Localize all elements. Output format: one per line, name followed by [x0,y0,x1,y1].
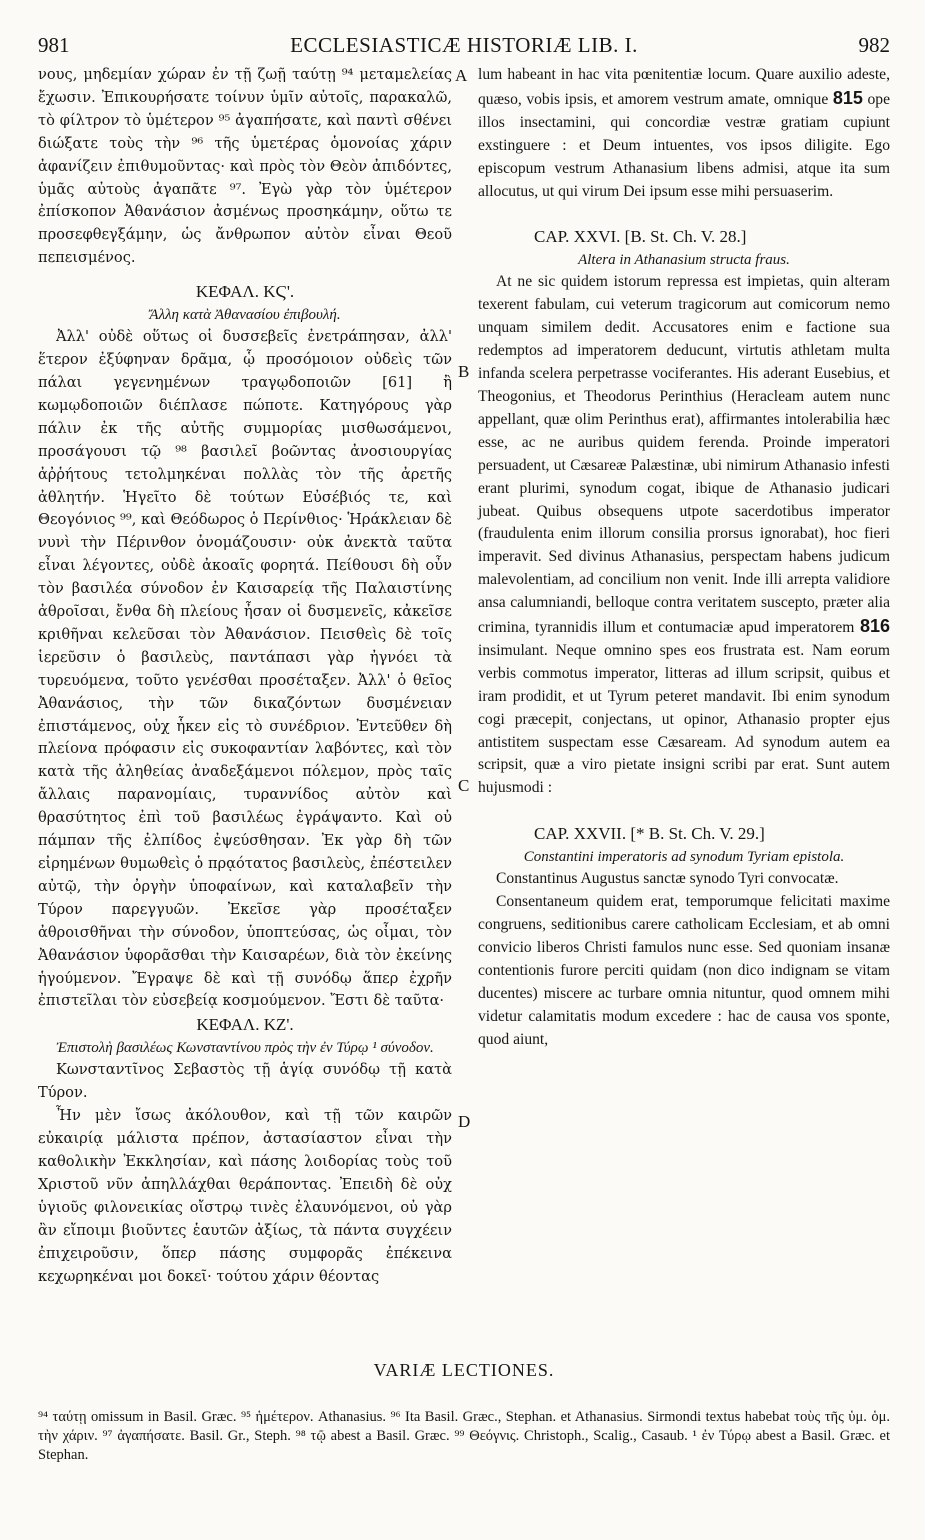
greek-chapter-26-title: ΚΕΦΑΛ. ΚϚ'. [195,282,295,302]
greek-chapter-26-subtitle: Ἄλλη κατὰ Ἀθανασίου ἐπιβουλή. [149,307,341,324]
latin-chapter-26-title: CAP. XXVI. [B. St. Ch. V. 28.] [534,227,747,247]
greek-paragraph-1: νους, μηδεμίαν χώραν ἐν τῇ ζωῇ ταύτῃ ⁹⁴ μεταμελείας ἔχωσιν. Ἐπικουρήσατε τοίνυν ὑμῖν αὐτοῖς, παρακαλῶ, τὸ φίλτρον τὸ ὑμέτερον ⁹⁵ ἀγαπήσατε, καὶ παντὶ σθένει διώξατε τοὺς τὴν ⁹⁶ τῆς ὑμετέρας ὁμονοίας χάριν ἀφανίζειν ἐπιθυμοῦντας· καὶ πρὸς τὸν Θεὸν ἀπιδόντες, ὑμᾶς αὐτοὺς ἀγαπᾶτε ⁹⁷. Ἐγὼ γὰρ τὸν ὑμέτερον ἐπίσκοπον Ἀθανάσιον ἀσμένως προσηκάμην, οὕτω τε προσεφθεγξάμην, ὡς ἄνθρωπον αὐτὸν εἶναι Θεοῦ πεπεισμένος. [38,66,452,267]
margin-letter-d: D [458,1112,471,1131]
latin-paragraph-2-part-a: At ne sic quidem istorum repressa est impietas, quin alteram texerent fabulam, cui veterum tragicorum aut comicorum nemo unquam similem dedit. Accusatores enim e factione sua redemptos ad imperatorem deducunt, virtutis athletam multa infanda scelera perpetrasse vociferantes. His aderant Eusebius, et Theogonius, et Theodorus Perinthius (Heracleam autem nunc appellant, quæ olim Perinthus erat), affirmantes intolerabilia hæc esse, ac ne auribus quidem ferenda. Proinde imperatori persuadent, ut Cæsareæ Palæstinæ, ubi nimirum Athanasio infesti erant plurimi, synodum cogat, ibique de Athanasio judicari jubeat. Quibus obsequens utpote sacerdotibus imperator (fraudulenta enim illorum consilia prorsus ignorabat), hoc fieri imperavit. Sed divinus Athanasius, perspectam habens judicum malevolentiam, ad concilium non venit. Inde illi arrepta validiore ansa calumniandi, belloque contra veritatem suscepto, præter alia crimina, tyrannidis illum et contumaciæ apud imperatorem [478,273,890,637]
variae-lectiones-notes: ⁹⁴ ταύτῃ omissum in Basil. Græc. ⁹⁵ ἡμέτερον. Athanasius. ⁹⁶ Ita Basil. Græc., Stephan. et Athanasius. Sirmondi textus habebat τοὺς τῆς ὑμ. ὁμ. τὴν χάριν. ⁹⁷ ἀγαπήσατε. Basil. Gr., Steph. ⁹⁸ τῷ abest a Basil. Græc. ⁹⁹ Θεόγνις. Christoph., Scalig., Casaub. ¹ ἐν Τύρῳ abest a Basil. Græc. et Stephan. [38,1409,890,1463]
latin-address-line: Constantinus Augustus sanctæ synodo Tyri convocatæ. [496,870,839,888]
running-title: ECCLESIASTICÆ HISTORIÆ LIB. I. [290,33,638,57]
page-number-right: 982 [858,33,890,57]
greek-paragraph-4: Ἦν μὲν ἴσως ἀκόλουθον, καὶ τῇ τῶν καιρῶν εὐκαιρίᾳ μάλιστα πρέπον, ἀστασίαστον εἶναι τὴν καθολικὴν Ἐκκλησίαν, καὶ πάσης λοιδορίας τοὺς τοῦ Χριστοῦ νῦν ἀπηλλάχθαι θεράποντας. Ἐπειδὴ δὲ οὐχ ὑγιοῦς φιλονεικίας οἴστρῳ τινὲς ἐλαυνόμενοι, οὐ γὰρ ἂν εἴποιμι βιοῦντες ἑαυτῶν ἀξίως, τὰ πάντα συγχέειν ἐπιχειροῦσιν, ὅπερ πάσης συμφορᾶς ἐπέκεινα κεχωρηκέναι μοι δοκεῖ· τούτου χάριν θέοντας [38,1107,452,1285]
margin-letter-a: A [455,66,468,85]
latin-column [478,64,890,1052]
greek-address-line: Κωνσταντῖνος Σεβαστὸς τῇ ἁγίᾳ συνόδῳ τῇ κατὰ Τύρον. [38,1061,452,1102]
latin-chapter-27-subtitle: Constantini imperatoris ad synodum Tyriam epistola. [523,849,845,866]
column-number-816: 816 [859,616,890,637]
column-number-815: 815 [832,87,863,108]
running-header [38,28,890,62]
latin-paragraph-1-part-b: ope illos insectamini, qui concordiæ vestræ gratiam cupiunt exstinguere : et Deum intuentes, vos ipsos diligite. Ego episcopum vestrum Athanasium libens admisi, atque ita sum allocutus, ut qui virum Dei ipsum esse mihi persuaserim. [478,90,890,200]
latin-paragraph-2-part-b: insimulant. Neque omnino spes eos frustrata est. Nam eorum verbis commotus imperator, litteras ad illum scripsit, quibus et iram prodidit, et ut Tyrum peteret mandavit. Ibi enim synodum cogi præcepit, conjectans, ut opinor, Athanasio propter ejus antistitem suspectam esse Cæsaream. Ad synodum autem ea scripsit, quæ a viro pietate insigni scribi par erat. Sunt autem hujusmodi : [478,641,890,797]
latin-chapter-27-title: CAP. XXVII. [* B. St. Ch. V. 29.] [534,824,765,844]
latin-paragraph-4: Consentaneum quidem erat, temporumque felicitati maxime congruens, seditionibus carere catholicam Ecclesiam, et ab omni convicio liberos Christi famulos nunc esse. Sed quoniam insanæ contentionis furore perciti quidam (non dico indignam se vitam ducentes) miscere ac turbare omnia nituntur, quod omnem mihi videtur calamitatis modum excedere : hac de causa vos sponte, quod aiunt, [478,893,890,1048]
margin-letter-b: B [458,362,470,381]
latin-chapter-26-subtitle: Altera in Athanasium structa fraus. [578,252,790,269]
greek-column [38,64,452,1288]
greek-paragraph-2: Ἀλλ' οὐδὲ οὕτως οἱ δυσσεβεῖς ἐνετράπησαν, ἀλλ' ἕτερον ἐξύφηναν δρᾶμα, ᾧ προσόμοιον οὐδεὶς τῶν πάλαι γεγενημένων τραγῳδοποιῶν [61] ἢ κωμῳδοποιῶν διέπλασε πώποτε. Κατηγόρους γὰρ πάλιν ἐκ τῆς αὐτῆς συμμορίας μισθωσάμενοι, προσάγουσι τῷ ⁹⁸ βασιλεῖ βοῶντας ἀνοσιουργίας ἀῤῥήτους τετολμηκέναι πολλὰς τὸν τῆς ἀρετῆς ἀθλητήν. Ἡγεῖτο δὲ τούτων Εὐσέβιός τε, καὶ Θεογόνιος ⁹⁹, καὶ Θεόδωρος ὁ Περίνθιος· Ἡράκλειαν δὲ νυνὶ τὴν Πέρινθον ὀνομάζουσιν· οὐκ ἀνεκτὰ ταῦτα εἶναι λέγοντες, οὐδὲ ἀκοαῖς φορητά. Πείθουσι δὴ οὖν τὸν βασιλέα σύνοδον ἐν Καισαρείᾳ τῆς Παλαιστίνης ἀθροῖσαι, ἔνθα δὴ πλείους ἦσαν οἱ δυσμενεῖς, κἀκεῖσε κριθῆναι κελεῦσαι τὸν Ἀθανάσιον. Πεισθεὶς δὲ τοῖς ἱερεῦσιν ὁ βασιλεὺς, παντάπασι γὰρ ἠγνόει τὰ τυρευόμενα, τοῦτο γενέσθαι προσέταξεν. Ἀλλ' ὁ θεῖος Ἀθανάσιος, τὴν τῶν δικαζόντων δυσμένειαν ἐπιστάμενος, οὐχ ἧκεν εἰς τὸ συνέδριον. Ἐντεῦθεν δὴ πλείονα πρόφασιν εἰς συκοφαντίαν λαβόντες, καὶ τὸν κατὰ τῆς ἀληθείας ἀναδεξάμενοι πόλεμον, πρὸς ταῖς ἄλλαις παρανομίαις, τυραννίδος αὐτὸν καὶ θρασύτητος ἐπὶ τοῦ βασιλέως ἐγράψαντο. Καὶ οὐ πάμπαν τῆς ἐλπίδος ἐψεύσθησαν. Ἐκ γὰρ δὴ τῶν εἰρημένων θυμωθεὶς ὁ πρᾳότατος βασιλεὺς, ἐπέστειλεν αὐτῷ, τὴν ὀργὴν ὑποφαίνων, καὶ καταλαβεῖν τὴν Τύρον παρεγγυῶν. Ἐκεῖσε γὰρ προσέταξεν ἀθροισθῆναι τὴν σύνοδον, ὑποπτεύσας, ὡς οἶμαι, τὸν Ἀθανάσιον ὑφορᾶσθαι τὴν Καισαρέων, διὰ τὸν ἐκείνης ἡγούμενον. Ἔγραψε δὲ καὶ τῇ συνόδῳ ἅπερ ἐχρῆν ἐπιστεῖλαι τὸν εὐσεβείᾳ κοσμούμενον. Ἔστι δὲ ταῦτα· [38,328,452,1010]
latin-paragraph-1-part-a: lum habeant in hac vita pœnitentiæ locum. Quare auxilio adeste, quæso, vobis ipsis, et amorem vestrum amate, omnique [478,66,890,108]
greek-chapter-27-title: ΚΕΦΑΛ. ΚΖ'. [196,1015,294,1035]
variae-lectiones-title: VARIÆ LECTIONES. [373,1360,555,1380]
margin-letter-c: C [458,776,470,795]
greek-chapter-27-subtitle: Ἐπιστολὴ βασιλέως Κωνσταντίνου πρὸς τὴν ἐν Τύρῳ ¹ σύνοδον. [56,1040,434,1057]
latin-paragraph-1 [478,64,890,203]
latin-paragraph-2 [478,271,890,800]
page-number-left: 981 [38,33,70,57]
